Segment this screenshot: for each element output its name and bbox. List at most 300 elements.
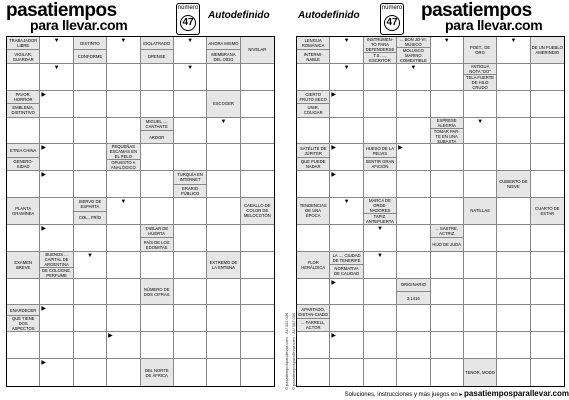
- issue-number: 47: [384, 15, 400, 31]
- answer-cell[interactable]: [531, 64, 564, 91]
- answer-cell[interactable]: [464, 279, 497, 306]
- answer-cell[interactable]: [141, 91, 174, 118]
- answer-cell[interactable]: [174, 37, 207, 64]
- clue-text: ... BON JO-VI, MÚSICO: [399, 37, 427, 47]
- clue-text: LENGUA ROMÁNICA: [301, 38, 325, 49]
- clue-text: LA ..., CIUDAD DE TENERIFE: [332, 252, 361, 263]
- clue-text: ORIGINARIO: [400, 282, 426, 288]
- clue-cell: [174, 171, 207, 198]
- clue-cell: [141, 37, 174, 64]
- answer-cell[interactable]: [241, 225, 274, 252]
- answer-cell[interactable]: [297, 279, 330, 306]
- clue-text: QUE PUEDE NADAR: [297, 157, 329, 170]
- clue-text: SATÉLITE DE JÚPITER: [299, 145, 327, 156]
- answer-cell[interactable]: [364, 64, 397, 91]
- answer-cell[interactable]: [464, 305, 497, 332]
- clue-text: TELA FUERTE DE HILO CRUDO: [464, 74, 496, 90]
- answer-cell[interactable]: [141, 144, 174, 171]
- answer-cell[interactable]: [330, 144, 363, 171]
- answer-cell[interactable]: [364, 118, 397, 145]
- arrow-down-icon: ▼: [443, 38, 450, 44]
- answer-cell[interactable]: [207, 171, 240, 198]
- clue-cell: [74, 198, 107, 225]
- answer-cell[interactable]: [7, 359, 40, 386]
- answer-cell[interactable]: [431, 144, 464, 171]
- answer-cell[interactable]: [330, 37, 363, 64]
- left-page: [6, 0, 275, 400]
- answer-cell[interactable]: [7, 171, 40, 198]
- answer-cell[interactable]: [7, 225, 40, 252]
- brand-logo: [6, 2, 146, 34]
- answer-cell[interactable]: [207, 279, 240, 306]
- answer-cell[interactable]: [40, 332, 73, 359]
- clue-text: TURQUÍA EN INTERNET: [177, 172, 203, 183]
- answer-cell[interactable]: [107, 91, 140, 118]
- clue-text: EXPRESE ALEGRÍA: [436, 117, 457, 128]
- copyright-credit-right: © pasatiemposparallevar.com · AU 002 006: [291, 312, 296, 390]
- answer-cell[interactable]: [431, 64, 464, 91]
- answer-cell[interactable]: [397, 91, 430, 118]
- arrow-down-icon: ▼: [376, 252, 383, 259]
- answer-cell[interactable]: [531, 332, 564, 359]
- answer-cell[interactable]: [364, 252, 397, 279]
- arrow-down-icon: ▼: [187, 38, 194, 44]
- clue-text: T.S. ..., ESCRITOR: [364, 52, 396, 63]
- clue-cell: [241, 37, 274, 64]
- clue-cell: [531, 198, 564, 225]
- answer-cell[interactable]: [397, 359, 430, 386]
- answer-cell[interactable]: [297, 332, 330, 359]
- clue-cell: [364, 37, 397, 64]
- arrow-right-icon: ▶: [108, 333, 113, 340]
- answer-cell[interactable]: [364, 305, 397, 332]
- left-header: [6, 2, 275, 34]
- clue-cell: [297, 91, 330, 118]
- answer-cell[interactable]: [207, 359, 240, 386]
- answer-cell[interactable]: [330, 279, 363, 306]
- issue-number-label: número: [381, 5, 403, 11]
- clue-cell: [464, 37, 497, 64]
- answer-cell[interactable]: [497, 225, 530, 252]
- answer-cell[interactable]: [40, 64, 73, 91]
- arrow-right-icon: ▶: [41, 145, 46, 152]
- answer-cell[interactable]: [207, 198, 240, 225]
- answer-cell[interactable]: [174, 198, 207, 225]
- clue-text: PAÍS DE LOS EDOMITAS: [141, 237, 173, 250]
- arrow-right-icon: ▶: [331, 91, 336, 98]
- arrow-down-icon: ▼: [86, 252, 93, 259]
- clue-text: ANTIGUA NOTA "DO": [469, 63, 491, 74]
- arrow-right-icon: ▶: [41, 91, 46, 98]
- clue-text: TENDENCIAS DE UNA ÉPOCA: [299, 203, 327, 219]
- clue-text: ... SASTRE, ACTRIZ: [435, 226, 458, 237]
- logo-line1: pasatiempos: [421, 0, 532, 21]
- clue-text: QUE TIENE DOS ASPECTOS: [7, 315, 39, 331]
- arrow-right-icon: ▶: [41, 225, 46, 232]
- clue-text: COL., FRÍO: [74, 211, 106, 224]
- clue-cell: [297, 305, 330, 332]
- arrow-right-icon: ▶: [331, 172, 336, 179]
- clue-text: NIVELAR: [248, 47, 267, 53]
- right-page: [296, 0, 565, 400]
- answer-cell[interactable]: [531, 91, 564, 118]
- clue-text: UNIR, COLIGAR: [297, 103, 329, 116]
- answer-cell[interactable]: [531, 279, 564, 306]
- arrow-right-icon: ▶: [331, 333, 336, 340]
- arrow-right-icon: ▶: [331, 279, 336, 286]
- clue-cell: [497, 171, 530, 198]
- clue-text: CUBIERTO DE NIEVE: [499, 179, 528, 190]
- answer-cell[interactable]: [107, 359, 140, 386]
- clue-cell: [141, 359, 174, 386]
- clue-text: POÉT., DE ORO: [469, 44, 491, 55]
- answer-cell[interactable]: [74, 305, 107, 332]
- answer-cell[interactable]: [241, 305, 274, 332]
- answer-cell[interactable]: [497, 118, 530, 145]
- clue-text: PEQUEÑAS ESCAMAS EN EL PELO: [109, 144, 138, 160]
- clue-text: TABLAR DE HUERTA: [145, 226, 169, 237]
- clue-text: CONFORME: [74, 49, 106, 62]
- answer-cell[interactable]: [464, 91, 497, 118]
- arrow-down-icon: ▼: [220, 118, 227, 125]
- arrow-right-icon: ▶: [41, 172, 46, 179]
- arrow-down-icon: ▼: [410, 64, 417, 71]
- clue-text: IDOLATRADO: [143, 40, 171, 46]
- answer-cell[interactable]: [207, 144, 240, 171]
- answer-cell[interactable]: [74, 64, 107, 91]
- arrow-right-icon: ▶: [398, 145, 403, 152]
- answer-cell[interactable]: [431, 332, 464, 359]
- clue-text: CIERTO FRUTO SECO: [299, 91, 327, 102]
- right-crossword-grid: [296, 36, 565, 387]
- clue-cell: [7, 37, 40, 64]
- answer-cell[interactable]: [40, 279, 73, 306]
- arrow-down-icon: ▼: [120, 38, 127, 44]
- answer-cell[interactable]: [107, 64, 140, 91]
- answer-cell[interactable]: [497, 305, 530, 332]
- answer-cell[interactable]: [241, 279, 274, 306]
- answer-cell[interactable]: [431, 171, 464, 198]
- clue-text: AHORA MISMO: [208, 40, 239, 46]
- answer-cell[interactable]: [297, 359, 330, 386]
- answer-cell[interactable]: [531, 225, 564, 252]
- clue-text: MIGUEL ..., CANTANTE: [145, 118, 168, 129]
- answer-cell[interactable]: [40, 171, 73, 198]
- answer-cell[interactable]: [74, 225, 107, 252]
- answer-cell[interactable]: [107, 305, 140, 332]
- clue-cell: [7, 252, 40, 279]
- clue-text: EXTREMO DE LA ENTENA: [209, 259, 238, 270]
- arrow-right-icon: ▶: [41, 306, 46, 313]
- clue-cell: [141, 225, 174, 252]
- answer-cell[interactable]: [74, 359, 107, 386]
- answer-cell[interactable]: [40, 118, 73, 145]
- clue-text: DEL NORTE DE ÁFRICA: [144, 367, 169, 378]
- answer-cell[interactable]: [107, 118, 140, 145]
- arrow-down-icon: ▼: [53, 64, 60, 71]
- answer-cell[interactable]: [174, 252, 207, 279]
- answer-cell[interactable]: [241, 252, 274, 279]
- answer-cell[interactable]: [74, 144, 107, 171]
- answer-cell[interactable]: [364, 225, 397, 252]
- answer-cell[interactable]: [40, 225, 73, 252]
- answer-cell[interactable]: [107, 252, 140, 279]
- clue-cell: [207, 252, 240, 279]
- answer-cell[interactable]: [531, 171, 564, 198]
- answer-cell[interactable]: [397, 332, 430, 359]
- answer-cell[interactable]: [174, 225, 207, 252]
- puzzle-title: Autodefinido: [298, 10, 360, 21]
- footer-site-link[interactable]: pasatiemposparallevar.com: [464, 389, 569, 398]
- answer-cell[interactable]: [174, 359, 207, 386]
- answer-cell[interactable]: [397, 144, 430, 171]
- answer-cell[interactable]: [174, 279, 207, 306]
- answer-cell[interactable]: [40, 144, 73, 171]
- clue-cell: [464, 64, 497, 91]
- clue-cell: [330, 252, 363, 279]
- clue-text: APARTADO, DISTAN-CIADO: [298, 306, 329, 317]
- answer-cell[interactable]: [107, 225, 140, 252]
- answer-cell[interactable]: [330, 198, 363, 225]
- answer-cell[interactable]: [40, 305, 73, 332]
- answer-cell[interactable]: [364, 91, 397, 118]
- clue-cell: [531, 37, 564, 64]
- answer-cell[interactable]: [141, 198, 174, 225]
- answer-cell[interactable]: [207, 118, 240, 145]
- answer-cell[interactable]: [241, 171, 274, 198]
- clue-text: EXAMEN BREVE: [14, 259, 33, 270]
- answer-cell[interactable]: [40, 91, 73, 118]
- answer-cell[interactable]: [330, 64, 363, 91]
- answer-cell[interactable]: [141, 332, 174, 359]
- answer-cell[interactable]: [330, 91, 363, 118]
- answer-cell[interactable]: [431, 252, 464, 279]
- clue-text: HIJO DE JUDÁ: [431, 237, 463, 250]
- answer-cell[interactable]: [174, 64, 207, 91]
- arrow-down-icon: ▼: [343, 199, 350, 206]
- clue-text: SENTIR GRAN AFICIÓN: [364, 157, 396, 170]
- answer-cell[interactable]: [141, 252, 174, 279]
- clue-cell: [7, 305, 40, 332]
- answer-cell[interactable]: [330, 305, 363, 332]
- answer-cell[interactable]: [431, 37, 464, 64]
- answer-cell[interactable]: [397, 305, 430, 332]
- answer-cell[interactable]: [497, 37, 530, 64]
- answer-cell[interactable]: [74, 171, 107, 198]
- answer-cell[interactable]: [241, 332, 274, 359]
- clue-text: ENARDECER: [10, 307, 37, 313]
- answer-cell[interactable]: [397, 198, 430, 225]
- answer-cell[interactable]: [497, 359, 530, 386]
- arrow-down-icon: ▼: [376, 225, 383, 232]
- arrow-down-icon: ▼: [343, 64, 350, 71]
- issue-number-label: número: [177, 5, 199, 11]
- clue-text: ERARIO PÚBLICO: [174, 184, 206, 197]
- issue-number-box: [380, 3, 404, 35]
- answer-cell[interactable]: [431, 279, 464, 306]
- answer-cell[interactable]: [330, 225, 363, 252]
- answer-cell[interactable]: [74, 279, 107, 306]
- answer-cell[interactable]: [40, 359, 73, 386]
- right-header: [296, 2, 565, 34]
- answer-cell[interactable]: [330, 332, 363, 359]
- clue-text: PAVOR, HORROR: [13, 91, 33, 102]
- clue-text: ETNIA CHINA: [10, 148, 37, 154]
- clue-text: TRABAJADOR LIBRE: [9, 38, 38, 49]
- answer-cell[interactable]: [497, 91, 530, 118]
- answer-cell[interactable]: [531, 118, 564, 145]
- clue-text: BUENOS ... CAPITAL DE ARGENTINA: [44, 251, 69, 267]
- answer-cell[interactable]: [497, 252, 530, 279]
- answer-cell[interactable]: [297, 64, 330, 91]
- answer-cell[interactable]: [241, 91, 274, 118]
- logo-line2: para llevar.com: [30, 17, 128, 33]
- issue-number-box: [176, 3, 200, 35]
- answer-cell[interactable]: [207, 332, 240, 359]
- answer-cell[interactable]: [241, 118, 274, 145]
- clue-cell: [241, 198, 274, 225]
- answer-cell[interactable]: [497, 64, 530, 91]
- clue-text: GENERO-SIDAD: [7, 157, 39, 170]
- answer-cell[interactable]: [364, 279, 397, 306]
- clue-cell: [431, 118, 464, 145]
- answer-cell[interactable]: [431, 91, 464, 118]
- answer-cell[interactable]: [330, 118, 363, 145]
- answer-cell[interactable]: [330, 171, 363, 198]
- clue-text: INTERMI-NABLE: [297, 49, 329, 62]
- answer-cell[interactable]: [107, 332, 140, 359]
- answer-cell[interactable]: [531, 144, 564, 171]
- answer-cell[interactable]: [174, 305, 207, 332]
- answer-cell[interactable]: [464, 252, 497, 279]
- answer-cell[interactable]: [431, 359, 464, 386]
- answer-cell[interactable]: [431, 198, 464, 225]
- left-crossword-grid: [6, 36, 275, 387]
- clue-text: ARDOR: [141, 130, 173, 143]
- answer-cell[interactable]: [141, 171, 174, 198]
- logo-line1: pasatiempos: [6, 0, 117, 21]
- answer-cell[interactable]: [364, 332, 397, 359]
- answer-cell[interactable]: [174, 332, 207, 359]
- clue-cell: [7, 91, 40, 118]
- answer-cell[interactable]: [141, 305, 174, 332]
- answer-cell[interactable]: [397, 171, 430, 198]
- clue-cell: [364, 198, 397, 225]
- clue-cell: [297, 37, 330, 64]
- answer-cell[interactable]: [174, 144, 207, 171]
- answer-cell[interactable]: [107, 37, 140, 64]
- answer-cell[interactable]: [40, 37, 73, 64]
- clue-text: DISTINTO: [80, 40, 100, 46]
- answer-cell[interactable]: [497, 279, 530, 306]
- answer-cell[interactable]: [241, 144, 274, 171]
- clue-text: NÚMERO DE DOS CIFRAS: [143, 286, 170, 297]
- answer-cell[interactable]: [297, 225, 330, 252]
- answer-cell[interactable]: [7, 279, 40, 306]
- answer-cell[interactable]: [497, 198, 530, 225]
- answer-cell[interactable]: [397, 64, 430, 91]
- answer-cell[interactable]: [241, 64, 274, 91]
- answer-cell[interactable]: [207, 225, 240, 252]
- answer-cell[interactable]: [74, 91, 107, 118]
- clue-cell: [207, 91, 240, 118]
- clue-text: TOMAR PAR-TE EN UNA SUBASTA: [431, 128, 463, 144]
- answer-cell[interactable]: [141, 64, 174, 91]
- footer-text: Soluciones, instrucciones y más juegos en: [344, 392, 458, 398]
- clue-text: TAPIZ, ANTEPUERTA: [364, 213, 396, 224]
- answer-cell[interactable]: [330, 359, 363, 386]
- answer-cell[interactable]: [397, 225, 430, 252]
- answer-cell[interactable]: [431, 305, 464, 332]
- clue-cell: [431, 225, 464, 252]
- answer-cell[interactable]: [364, 359, 397, 386]
- answer-cell[interactable]: [464, 171, 497, 198]
- clue-text: HUESO DE LA PELVIS: [365, 145, 395, 156]
- answer-cell[interactable]: [241, 359, 274, 386]
- clue-text: CUARTO DE ESTAR: [535, 205, 560, 216]
- clue-cell: [107, 144, 140, 171]
- answer-cell[interactable]: [464, 332, 497, 359]
- answer-cell[interactable]: [497, 332, 530, 359]
- answer-cell[interactable]: [107, 279, 140, 306]
- answer-cell[interactable]: [174, 91, 207, 118]
- clue-cell: [40, 252, 73, 279]
- answer-cell[interactable]: [397, 118, 430, 145]
- answer-cell[interactable]: [74, 118, 107, 145]
- clue-cell: [364, 144, 397, 171]
- clue-text: ESCOGER: [212, 101, 234, 107]
- clue-text: DE UN PUEBLO AMERINDIO: [531, 44, 563, 55]
- clue-cell: [397, 279, 430, 306]
- clue-cell: [7, 198, 40, 225]
- clue-text: 3,1416: [397, 291, 429, 304]
- clue-text: INSTRUMEN-TO PARA DEFENDERSE: [365, 37, 395, 52]
- answer-cell[interactable]: [74, 252, 107, 279]
- clue-text: MEMBRANA DEL OÍDO: [207, 49, 239, 62]
- clue-text: MARCA DE ORDE-NADORES: [369, 198, 391, 214]
- answer-cell[interactable]: [207, 305, 240, 332]
- answer-cell[interactable]: [7, 64, 40, 91]
- answer-cell[interactable]: [107, 171, 140, 198]
- issue-number: 47: [180, 15, 196, 31]
- footer: [345, 389, 569, 398]
- answer-cell[interactable]: [464, 144, 497, 171]
- answer-cell[interactable]: [174, 118, 207, 145]
- answer-cell[interactable]: [297, 118, 330, 145]
- answer-cell[interactable]: [74, 332, 107, 359]
- clue-cell: [141, 118, 174, 145]
- answer-cell[interactable]: [497, 144, 530, 171]
- answer-cell[interactable]: [531, 305, 564, 332]
- answer-cell[interactable]: [531, 252, 564, 279]
- answer-cell[interactable]: [531, 359, 564, 386]
- answer-cell[interactable]: [464, 225, 497, 252]
- answer-cell[interactable]: [297, 171, 330, 198]
- arrow-down-icon: ▼: [477, 118, 484, 125]
- answer-cell[interactable]: [7, 332, 40, 359]
- answer-cell[interactable]: [207, 64, 240, 91]
- answer-cell[interactable]: [464, 118, 497, 145]
- clue-cell: [297, 252, 330, 279]
- answer-cell[interactable]: [40, 198, 73, 225]
- clue-cell: [297, 198, 330, 225]
- answer-cell[interactable]: [397, 252, 430, 279]
- answer-cell[interactable]: [107, 198, 140, 225]
- clue-text: ... FARRELL, ACTOR: [297, 318, 329, 331]
- clue-text: MOLUSCO MARINO COMESTIBLE: [397, 47, 429, 63]
- answer-cell[interactable]: [364, 171, 397, 198]
- answer-cell[interactable]: [7, 118, 40, 145]
